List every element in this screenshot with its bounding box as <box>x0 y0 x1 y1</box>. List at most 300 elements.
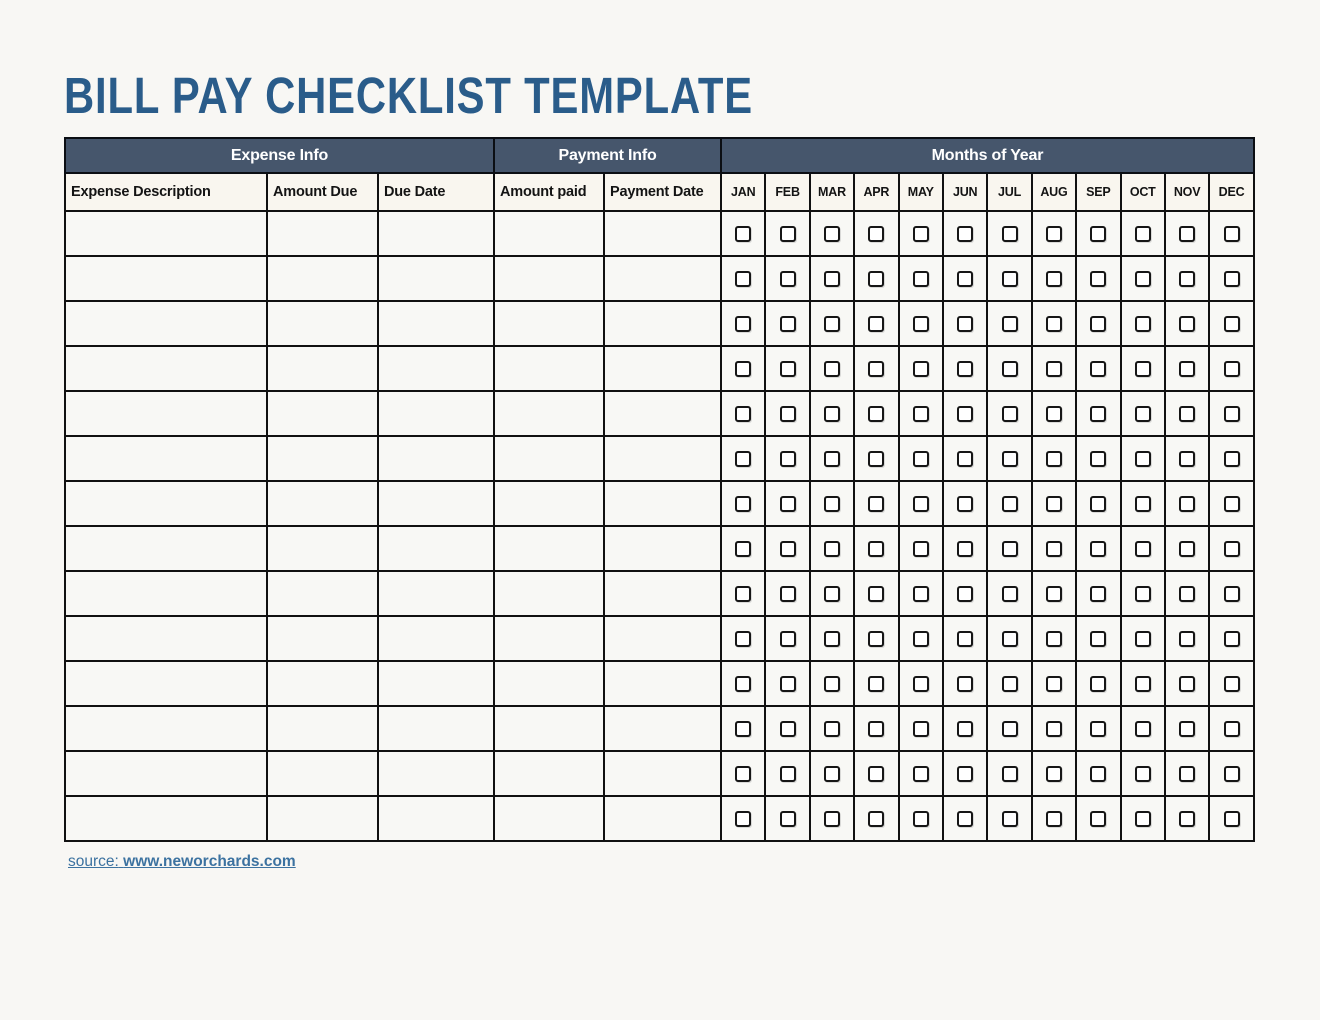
checkbox-feb[interactable] <box>780 406 796 422</box>
month-cell-jun <box>943 616 987 661</box>
checkbox-mar[interactable] <box>824 766 840 782</box>
month-header-jun: JUN <box>943 173 987 211</box>
checkbox-mar[interactable] <box>824 496 840 512</box>
month-cell-feb <box>765 751 809 796</box>
cell-payment-date[interactable] <box>604 391 721 436</box>
checkbox-jun[interactable] <box>957 271 973 287</box>
checkbox-apr[interactable] <box>868 496 884 512</box>
cell-amount-paid[interactable] <box>494 211 604 256</box>
checkbox-may[interactable] <box>913 496 929 512</box>
checkbox-jun[interactable] <box>957 361 973 377</box>
cell-expense-description[interactable] <box>65 796 267 841</box>
cell-due-date[interactable] <box>378 661 494 706</box>
checkbox-jun[interactable] <box>957 226 973 242</box>
cell-payment-date[interactable] <box>604 436 721 481</box>
checkbox-jan[interactable] <box>735 721 751 737</box>
checkbox-dec[interactable] <box>1224 361 1240 377</box>
checkbox-sep[interactable] <box>1090 766 1106 782</box>
cell-amount-paid[interactable] <box>494 571 604 616</box>
checkbox-aug[interactable] <box>1046 766 1062 782</box>
checkbox-sep[interactable] <box>1090 631 1106 647</box>
checkbox-mar[interactable] <box>824 451 840 467</box>
month-cell-aug <box>1032 481 1076 526</box>
checkbox-jul[interactable] <box>1002 496 1018 512</box>
checkbox-apr[interactable] <box>868 541 884 557</box>
cell-expense-description[interactable] <box>65 211 267 256</box>
checkbox-nov[interactable] <box>1179 721 1195 737</box>
cell-amount-paid[interactable] <box>494 796 604 841</box>
checkbox-feb[interactable] <box>780 361 796 377</box>
cell-expense-description[interactable] <box>65 751 267 796</box>
cell-amount-due[interactable] <box>267 706 378 751</box>
checkbox-apr[interactable] <box>868 811 884 827</box>
checkbox-feb[interactable] <box>780 496 796 512</box>
cell-amount-due[interactable] <box>267 616 378 661</box>
table-row <box>65 346 1254 391</box>
cell-amount-paid[interactable] <box>494 346 604 391</box>
checkbox-may[interactable] <box>913 271 929 287</box>
checkbox-apr[interactable] <box>868 586 884 602</box>
month-header-jan: JAN <box>721 173 765 211</box>
cell-payment-date[interactable] <box>604 661 721 706</box>
month-cell-may <box>899 211 943 256</box>
checkbox-sep[interactable] <box>1090 541 1106 557</box>
cell-expense-description[interactable] <box>65 526 267 571</box>
bill-pay-checklist-table <box>64 137 1255 842</box>
checkbox-jun[interactable] <box>957 496 973 512</box>
checkbox-sep[interactable] <box>1090 811 1106 827</box>
checkbox-jun[interactable] <box>957 811 973 827</box>
cell-due-date[interactable] <box>378 346 494 391</box>
checkbox-jan[interactable] <box>735 541 751 557</box>
checkbox-oct[interactable] <box>1135 811 1151 827</box>
checkbox-oct[interactable] <box>1135 676 1151 692</box>
checkbox-nov[interactable] <box>1179 811 1195 827</box>
checkbox-apr[interactable] <box>868 226 884 242</box>
checkbox-sep[interactable] <box>1090 586 1106 602</box>
checkbox-oct[interactable] <box>1135 541 1151 557</box>
month-cell-feb <box>765 796 809 841</box>
checkbox-mar[interactable] <box>824 361 840 377</box>
checkbox-nov[interactable] <box>1179 541 1195 557</box>
checkbox-may[interactable] <box>913 541 929 557</box>
checkbox-oct[interactable] <box>1135 586 1151 602</box>
cell-due-date[interactable] <box>378 751 494 796</box>
checkbox-may[interactable] <box>913 226 929 242</box>
month-cell-nov <box>1165 706 1209 751</box>
checkbox-mar[interactable] <box>824 316 840 332</box>
checkbox-jan[interactable] <box>735 271 751 287</box>
checkbox-jul[interactable] <box>1002 676 1018 692</box>
month-cell-dec <box>1209 346 1254 391</box>
cell-due-date[interactable] <box>378 436 494 481</box>
checkbox-feb[interactable] <box>780 586 796 602</box>
cell-amount-paid[interactable] <box>494 301 604 346</box>
checkbox-sep[interactable] <box>1090 316 1106 332</box>
month-cell-dec <box>1209 301 1254 346</box>
checkbox-oct[interactable] <box>1135 406 1151 422</box>
cell-amount-paid[interactable] <box>494 436 604 481</box>
checkbox-nov[interactable] <box>1179 676 1195 692</box>
cell-due-date[interactable] <box>378 211 494 256</box>
checkbox-aug[interactable] <box>1046 541 1062 557</box>
checkbox-may[interactable] <box>913 361 929 377</box>
checkbox-mar[interactable] <box>824 721 840 737</box>
checkbox-oct[interactable] <box>1135 766 1151 782</box>
checkbox-nov[interactable] <box>1179 406 1195 422</box>
cell-payment-date[interactable] <box>604 301 721 346</box>
checkbox-nov[interactable] <box>1179 271 1195 287</box>
group-header-expense-info: Expense Info <box>65 138 494 173</box>
cell-due-date[interactable] <box>378 571 494 616</box>
checkbox-feb[interactable] <box>780 811 796 827</box>
month-cell-feb <box>765 616 809 661</box>
checkbox-jan[interactable] <box>735 361 751 377</box>
cell-amount-paid[interactable] <box>494 256 604 301</box>
cell-amount-paid[interactable] <box>494 616 604 661</box>
checkbox-jan[interactable] <box>735 766 751 782</box>
cell-amount-due[interactable] <box>267 301 378 346</box>
cell-expense-description[interactable] <box>65 301 267 346</box>
checkbox-sep[interactable] <box>1090 451 1106 467</box>
checkbox-may[interactable] <box>913 766 929 782</box>
checkbox-apr[interactable] <box>868 406 884 422</box>
checkbox-nov[interactable] <box>1179 496 1195 512</box>
checkbox-mar[interactable] <box>824 676 840 692</box>
checkbox-aug[interactable] <box>1046 361 1062 377</box>
month-cell-nov <box>1165 616 1209 661</box>
month-cell-aug <box>1032 571 1076 616</box>
checkbox-may[interactable] <box>913 811 929 827</box>
cell-payment-date[interactable] <box>604 346 721 391</box>
checkbox-mar[interactable] <box>824 586 840 602</box>
checkbox-dec[interactable] <box>1224 586 1240 602</box>
checkbox-may[interactable] <box>913 406 929 422</box>
checkbox-jul[interactable] <box>1002 721 1018 737</box>
checkbox-aug[interactable] <box>1046 586 1062 602</box>
month-cell-apr <box>854 346 898 391</box>
checkbox-sep[interactable] <box>1090 226 1106 242</box>
cell-amount-paid[interactable] <box>494 661 604 706</box>
cell-amount-due[interactable] <box>267 796 378 841</box>
month-cell-sep <box>1076 391 1120 436</box>
checkbox-jul[interactable] <box>1002 541 1018 557</box>
checkbox-apr[interactable] <box>868 271 884 287</box>
month-cell-may <box>899 346 943 391</box>
month-cell-mar <box>810 346 854 391</box>
cell-amount-due[interactable] <box>267 436 378 481</box>
checkbox-jan[interactable] <box>735 676 751 692</box>
checkbox-aug[interactable] <box>1046 226 1062 242</box>
checkbox-jun[interactable] <box>957 631 973 647</box>
checkbox-nov[interactable] <box>1179 631 1195 647</box>
checkbox-aug[interactable] <box>1046 271 1062 287</box>
checkbox-apr[interactable] <box>868 451 884 467</box>
checkbox-may[interactable] <box>913 316 929 332</box>
cell-expense-description[interactable] <box>65 661 267 706</box>
checkbox-feb[interactable] <box>780 316 796 332</box>
checkbox-jan[interactable] <box>735 631 751 647</box>
cell-payment-date[interactable] <box>604 751 721 796</box>
checkbox-jan[interactable] <box>735 811 751 827</box>
month-cell-jun <box>943 481 987 526</box>
checkbox-apr[interactable] <box>868 361 884 377</box>
month-cell-aug <box>1032 616 1076 661</box>
cell-payment-date[interactable] <box>604 256 721 301</box>
checkbox-dec[interactable] <box>1224 316 1240 332</box>
month-header-mar: MAR <box>810 173 854 211</box>
table-row <box>65 211 1254 256</box>
checkbox-mar[interactable] <box>824 406 840 422</box>
checkbox-oct[interactable] <box>1135 496 1151 512</box>
group-header-payment-info: Payment Info <box>494 138 721 173</box>
checkbox-jul[interactable] <box>1002 406 1018 422</box>
month-cell-jun <box>943 346 987 391</box>
checkbox-apr[interactable] <box>868 766 884 782</box>
checkbox-dec[interactable] <box>1224 766 1240 782</box>
month-cell-feb <box>765 301 809 346</box>
cell-amount-due[interactable] <box>267 661 378 706</box>
checkbox-apr[interactable] <box>868 676 884 692</box>
cell-payment-date[interactable] <box>604 796 721 841</box>
cell-amount-paid[interactable] <box>494 526 604 571</box>
checkbox-nov[interactable] <box>1179 316 1195 332</box>
cell-expense-description[interactable] <box>65 256 267 301</box>
month-header-oct: OCT <box>1121 173 1165 211</box>
cell-amount-due[interactable] <box>267 211 378 256</box>
cell-amount-paid[interactable] <box>494 481 604 526</box>
cell-payment-date[interactable] <box>604 571 721 616</box>
checkbox-sep[interactable] <box>1090 271 1106 287</box>
checkbox-jul[interactable] <box>1002 586 1018 602</box>
page-title-text: BILL PAY CHECKLIST TEMPLATE <box>64 67 754 124</box>
checkbox-sep[interactable] <box>1090 721 1106 737</box>
month-cell-jan <box>721 796 765 841</box>
month-cell-may <box>899 436 943 481</box>
checkbox-aug[interactable] <box>1046 406 1062 422</box>
checkbox-apr[interactable] <box>868 631 884 647</box>
checkbox-nov[interactable] <box>1179 226 1195 242</box>
checkbox-nov[interactable] <box>1179 361 1195 377</box>
checkbox-mar[interactable] <box>824 631 840 647</box>
checkbox-oct[interactable] <box>1135 361 1151 377</box>
checkbox-may[interactable] <box>913 631 929 647</box>
cell-amount-due[interactable] <box>267 256 378 301</box>
checkbox-jun[interactable] <box>957 676 973 692</box>
checkbox-oct[interactable] <box>1135 271 1151 287</box>
checkbox-jul[interactable] <box>1002 271 1018 287</box>
checkbox-feb[interactable] <box>780 226 796 242</box>
checkbox-apr[interactable] <box>868 316 884 332</box>
month-cell-aug <box>1032 346 1076 391</box>
checkbox-feb[interactable] <box>780 676 796 692</box>
checkbox-aug[interactable] <box>1046 496 1062 512</box>
month-cell-aug <box>1032 706 1076 751</box>
checkbox-may[interactable] <box>913 676 929 692</box>
checkbox-oct[interactable] <box>1135 316 1151 332</box>
cell-due-date[interactable] <box>378 616 494 661</box>
cell-due-date[interactable] <box>378 301 494 346</box>
month-cell-feb <box>765 526 809 571</box>
checkbox-jul[interactable] <box>1002 451 1018 467</box>
cell-due-date[interactable] <box>378 796 494 841</box>
cell-due-date[interactable] <box>378 481 494 526</box>
cell-payment-date[interactable] <box>604 706 721 751</box>
checkbox-jan[interactable] <box>735 316 751 332</box>
month-cell-oct <box>1121 571 1165 616</box>
cell-amount-due[interactable] <box>267 526 378 571</box>
checkbox-feb[interactable] <box>780 721 796 737</box>
table-row <box>65 391 1254 436</box>
checkbox-dec[interactable] <box>1224 406 1240 422</box>
month-cell-sep <box>1076 616 1120 661</box>
checkbox-sep[interactable] <box>1090 676 1106 692</box>
checkbox-jan[interactable] <box>735 496 751 512</box>
cell-amount-paid[interactable] <box>494 706 604 751</box>
cell-expense-description[interactable] <box>65 436 267 481</box>
month-cell-jan <box>721 391 765 436</box>
checkbox-may[interactable] <box>913 451 929 467</box>
month-cell-sep <box>1076 661 1120 706</box>
cell-due-date[interactable] <box>378 526 494 571</box>
cell-due-date[interactable] <box>378 391 494 436</box>
cell-payment-date[interactable] <box>604 616 721 661</box>
checkbox-oct[interactable] <box>1135 721 1151 737</box>
checkbox-dec[interactable] <box>1224 226 1240 242</box>
cell-amount-due[interactable] <box>267 481 378 526</box>
checkbox-aug[interactable] <box>1046 631 1062 647</box>
cell-expense-description[interactable] <box>65 346 267 391</box>
checkbox-jul[interactable] <box>1002 631 1018 647</box>
checkbox-may[interactable] <box>913 586 929 602</box>
month-cell-aug <box>1032 211 1076 256</box>
checkbox-jul[interactable] <box>1002 811 1018 827</box>
checkbox-oct[interactable] <box>1135 451 1151 467</box>
checkbox-dec[interactable] <box>1224 676 1240 692</box>
checkbox-jan[interactable] <box>735 586 751 602</box>
checkbox-apr[interactable] <box>868 721 884 737</box>
checkbox-jul[interactable] <box>1002 226 1018 242</box>
checkbox-aug[interactable] <box>1046 676 1062 692</box>
month-cell-feb <box>765 256 809 301</box>
month-cell-aug <box>1032 436 1076 481</box>
page-title <box>64 67 1320 124</box>
checkbox-dec[interactable] <box>1224 271 1240 287</box>
checkbox-dec[interactable] <box>1224 496 1240 512</box>
cell-expense-description[interactable] <box>65 481 267 526</box>
checkbox-jun[interactable] <box>957 721 973 737</box>
month-header-aug: AUG <box>1032 173 1076 211</box>
checkbox-aug[interactable] <box>1046 811 1062 827</box>
checkbox-feb[interactable] <box>780 271 796 287</box>
column-header-amount-due: Amount Due <box>267 173 378 211</box>
checkbox-feb[interactable] <box>780 451 796 467</box>
month-cell-may <box>899 391 943 436</box>
month-cell-oct <box>1121 796 1165 841</box>
cell-amount-paid[interactable] <box>494 751 604 796</box>
checkbox-dec[interactable] <box>1224 811 1240 827</box>
cell-amount-due[interactable] <box>267 751 378 796</box>
checkbox-oct[interactable] <box>1135 631 1151 647</box>
checkbox-sep[interactable] <box>1090 361 1106 377</box>
cell-due-date[interactable] <box>378 256 494 301</box>
cell-amount-due[interactable] <box>267 391 378 436</box>
month-cell-oct <box>1121 616 1165 661</box>
cell-payment-date[interactable] <box>604 526 721 571</box>
cell-expense-description[interactable] <box>65 571 267 616</box>
cell-amount-due[interactable] <box>267 346 378 391</box>
checkbox-sep[interactable] <box>1090 496 1106 512</box>
checkbox-dec[interactable] <box>1224 721 1240 737</box>
checkbox-sep[interactable] <box>1090 406 1106 422</box>
checkbox-jan[interactable] <box>735 451 751 467</box>
checkbox-feb[interactable] <box>780 631 796 647</box>
month-cell-aug <box>1032 256 1076 301</box>
month-cell-nov <box>1165 796 1209 841</box>
checkbox-feb[interactable] <box>780 541 796 557</box>
checkbox-aug[interactable] <box>1046 451 1062 467</box>
cell-payment-date[interactable] <box>604 481 721 526</box>
cell-expense-description[interactable] <box>65 391 267 436</box>
cell-amount-paid[interactable] <box>494 391 604 436</box>
checkbox-jun[interactable] <box>957 316 973 332</box>
checkbox-mar[interactable] <box>824 541 840 557</box>
checkbox-jan[interactable] <box>735 406 751 422</box>
checkbox-jun[interactable] <box>957 451 973 467</box>
checkbox-jun[interactable] <box>957 586 973 602</box>
month-cell-may <box>899 256 943 301</box>
cell-expense-description[interactable] <box>65 616 267 661</box>
month-cell-dec <box>1209 526 1254 571</box>
month-cell-dec <box>1209 211 1254 256</box>
checkbox-nov[interactable] <box>1179 586 1195 602</box>
checkbox-aug[interactable] <box>1046 721 1062 737</box>
checkbox-jul[interactable] <box>1002 361 1018 377</box>
checkbox-jun[interactable] <box>957 406 973 422</box>
checkbox-jun[interactable] <box>957 541 973 557</box>
month-cell-oct <box>1121 211 1165 256</box>
checkbox-may[interactable] <box>913 721 929 737</box>
month-cell-jul <box>987 256 1031 301</box>
checkbox-aug[interactable] <box>1046 316 1062 332</box>
checkbox-jun[interactable] <box>957 766 973 782</box>
source-link[interactable] <box>68 853 296 870</box>
checkbox-nov[interactable] <box>1179 451 1195 467</box>
month-cell-jan <box>721 346 765 391</box>
month-cell-sep <box>1076 211 1120 256</box>
checkbox-feb[interactable] <box>780 766 796 782</box>
checkbox-jan[interactable] <box>735 226 751 242</box>
checkbox-jul[interactable] <box>1002 316 1018 332</box>
column-header-amount-paid: Amount paid <box>494 173 604 211</box>
checkbox-oct[interactable] <box>1135 226 1151 242</box>
cell-payment-date[interactable] <box>604 211 721 256</box>
checkbox-mar[interactable] <box>824 226 840 242</box>
checkbox-dec[interactable] <box>1224 631 1240 647</box>
checkbox-dec[interactable] <box>1224 451 1240 467</box>
cell-amount-due[interactable] <box>267 571 378 616</box>
checkbox-mar[interactable] <box>824 271 840 287</box>
month-cell-nov <box>1165 571 1209 616</box>
checkbox-nov[interactable] <box>1179 766 1195 782</box>
month-header-jul: JUL <box>987 173 1031 211</box>
month-cell-jul <box>987 661 1031 706</box>
cell-expense-description[interactable] <box>65 706 267 751</box>
checkbox-mar[interactable] <box>824 811 840 827</box>
cell-due-date[interactable] <box>378 706 494 751</box>
checkbox-jul[interactable] <box>1002 766 1018 782</box>
checkbox-dec[interactable] <box>1224 541 1240 557</box>
